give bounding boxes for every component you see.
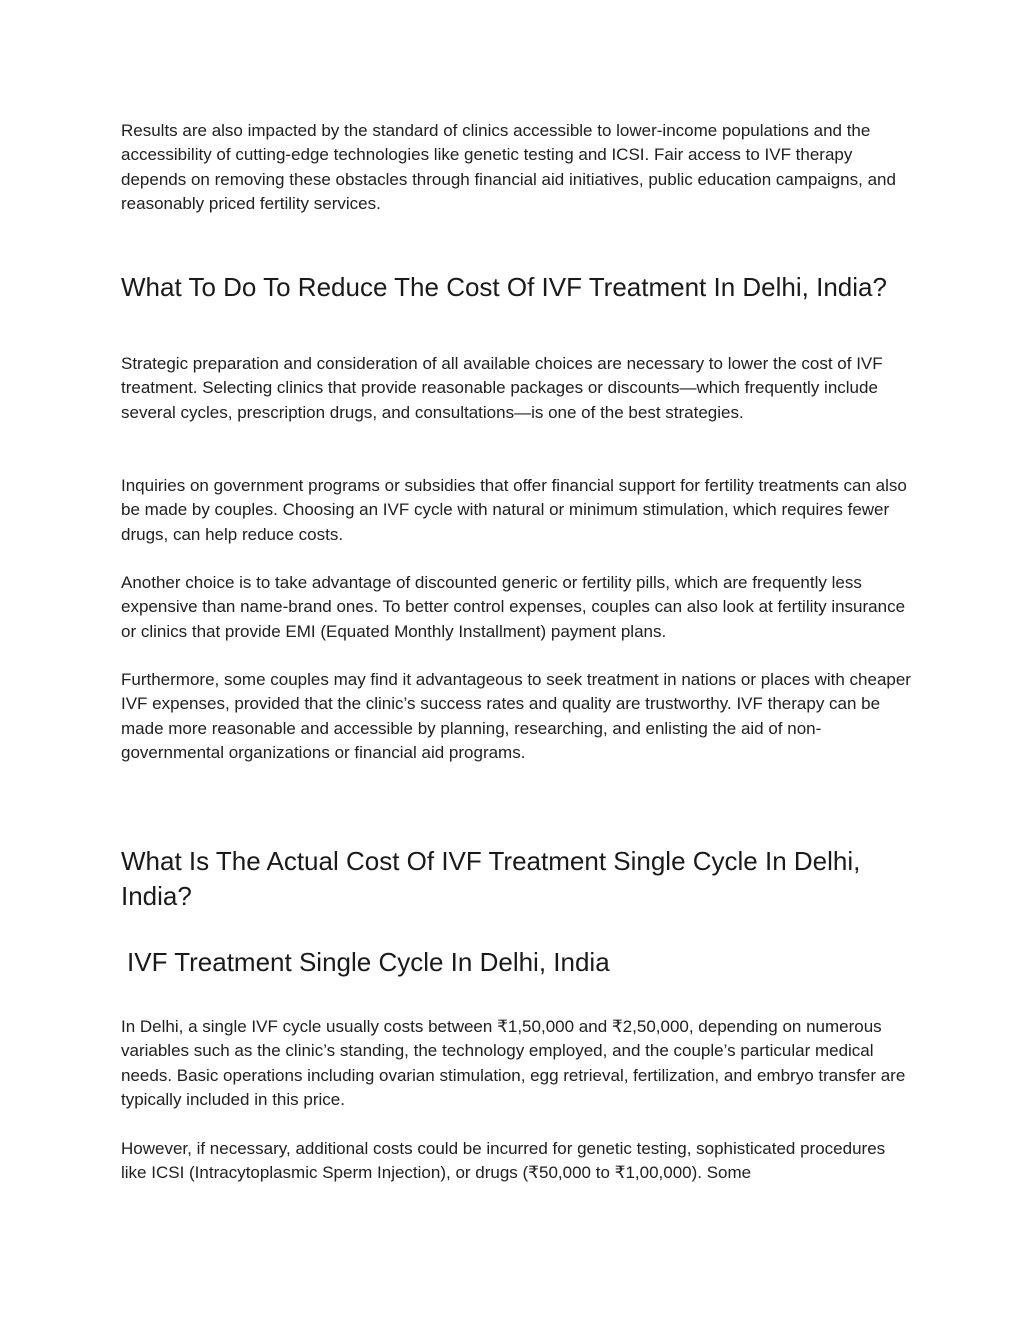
paragraph-cost-1: In Delhi, a single IVF cycle usually costs between ₹1,50,000 and ₹2,50,000, depending on numerous variables such as the clinic’s standing, the technology employed, and the couple’s particular medical needs. Basic operations including ovarian stimulation, egg retrieval, fertilization, and embryo transfer are typically included in this price. (121, 1017, 906, 1110)
heading-actual-cost: What Is The Actual Cost Of IVF Treatment Single Cycle In Delhi, India? (121, 846, 861, 911)
paragraph-reduce-3: Another choice is to take advantage of discounted generic or fertility pills, which are frequently less expensive than name-brand ones. To better control expenses, couples can also look at fertility insurance or clinics that provide EMI (Equated Monthly Installment) payment plans. (121, 573, 906, 641)
paragraph-intro: Results are also impacted by the standard of clinics accessible to lower-income populations and the accessibility of cutting-edge technologies like genetic testing and ICSI. Fair access to IVF therapy depends on removing these obstacles through financial aid initiatives, public education campaigns, and reasonably priced fertility services. (121, 121, 896, 214)
subheading-single-cycle: IVF Treatment Single Cycle In Delhi, India (127, 947, 610, 977)
paragraph-reduce-1: Strategic preparation and consideration of all available choices are necessary to lower the cost of IVF treatment. Selecting clinics that provide reasonable packages or discounts—which frequently include several cycles, prescription drugs, and consultations—is one of the best strategies. (121, 354, 883, 422)
paragraph-cost-2: However, if necessary, additional costs could be incurred for genetic testing, sophisticated procedures like ICSI (Intracytoplasmic Sperm Injection), or drugs (₹50,000 to ₹1,00,000). Some (121, 1139, 886, 1183)
paragraph-reduce-2: Inquiries on government programs or subsidies that offer financial support for fertility treatments can also be made by couples. Choosing an IVF cycle with natural or minimum stimulation, which requires fewer drugs, can help reduce costs. (121, 476, 907, 544)
paragraph-reduce-4: Furthermore, some couples may find it advantageous to seek treatment in nations or places with cheaper IVF expenses, provided that the clinic’s success rates and quality are trustworthy. IVF therapy can be made more reasonable and accessible by planning, researching, and enlisting the aid of non-governmental organizations or financial aid programs. (121, 670, 911, 763)
heading-reduce-cost: What To Do To Reduce The Cost Of IVF Treatment In Delhi, India? (121, 272, 887, 302)
